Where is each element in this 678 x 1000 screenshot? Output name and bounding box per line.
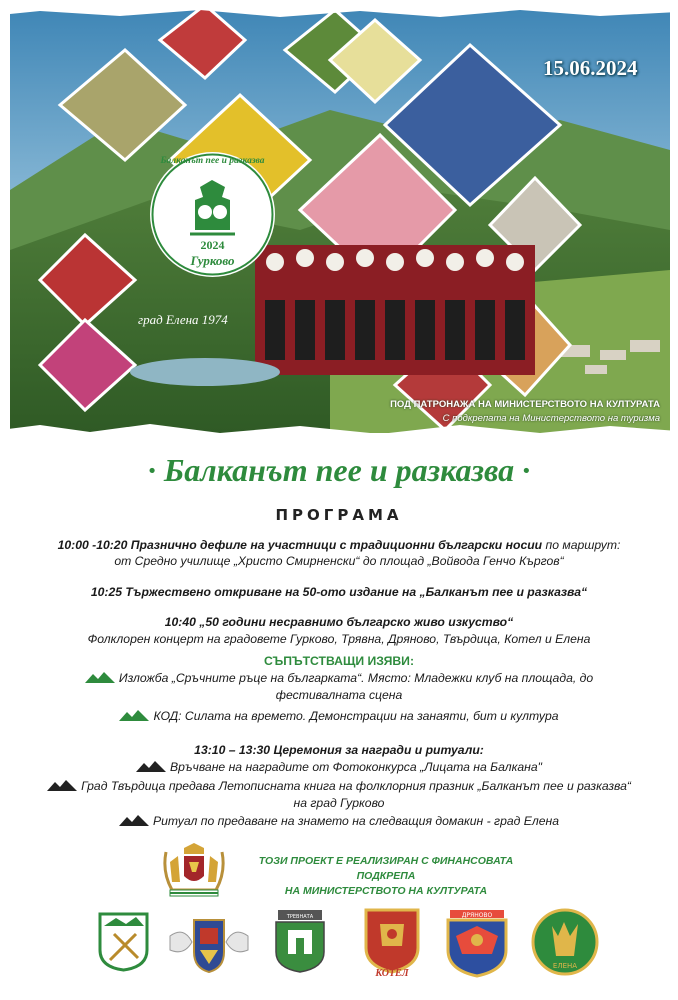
side-event-1 <box>0 671 678 686</box>
program-item-1-lead: 10:00 -10:20 Празнично дефиле на участници с традиционни български носии <box>57 538 543 552</box>
gurkovo-crest-icon <box>96 912 151 972</box>
ceremony-item-b <box>0 779 678 794</box>
ceremony-item-a-text: Връчване на наградите от Фотоконкурса „Лицата на Балкана" <box>170 760 542 774</box>
ceremony-item-c-text: Ритуал по предаване на знамето на следващия домакин - град Елена <box>152 814 560 828</box>
ceremony-item-c <box>0 814 678 829</box>
mountain-icon <box>47 779 77 791</box>
logo-town-caption: град Елена 1974 <box>138 312 228 327</box>
tvarditsa-crest-icon <box>164 916 254 974</box>
side-events-title: СЪПЪТСТВАЩИ ИЗЯВИ: <box>263 654 414 668</box>
side-event-1-text: Изложба „Сръчните ръце на българката“. Място: Младежки клуб на площада, до <box>118 671 594 685</box>
event-date: 15.06.2024 <box>543 56 638 80</box>
program-item-1-tail: по маршрут: <box>542 538 621 552</box>
dryanovo-crest-icon <box>442 906 512 978</box>
kotel-crest-icon <box>362 906 422 978</box>
side-event-1-line-2: фестивалната сцена <box>275 688 403 702</box>
tryavna-crest-label: ТРЕВНАТА <box>286 914 314 920</box>
program-item-3-line-2: Фолклорен концерт на градовете Гурково, Трявна, Дряново, Твърдица, Котел и Елена <box>87 632 591 646</box>
program-item-1-line-2: от Средно училище „Христо Смирненски“ до площад „Войвода Генчо Къргов“ <box>114 554 564 568</box>
elena-crest-label: ЕЛЕНА <box>552 962 578 970</box>
program-item-3: 10:40 „50 години несравнимо българско живо изкуство“ <box>164 615 514 629</box>
logo-year: 2024 <box>200 238 225 252</box>
funding-line-2: НА МИНИСТЕРСТВОТО НА КУЛТУРАТА <box>284 885 488 897</box>
program-heading: ПРОГРАМА <box>275 506 403 524</box>
side-events-heading <box>0 654 678 669</box>
title-bullet-icon: · <box>147 452 164 488</box>
mountain-icon <box>136 760 166 772</box>
title-text: Балканът пее и разказва <box>163 452 515 488</box>
elena-crest-icon <box>530 908 600 976</box>
tryavna-crest-icon <box>272 908 328 974</box>
festival-title <box>0 452 678 489</box>
title-bullet-icon: · <box>514 452 531 488</box>
side-event-2-text: КОД: Силата на времето. Демонстрации на занаяти, бит и култура <box>153 709 559 723</box>
program-item-4: 13:10 – 13:30 Церемония за награди и ритуали: <box>194 743 484 757</box>
dryanovo-crest-label: ДРЯНОВО <box>461 912 493 919</box>
patronage-note <box>390 398 660 426</box>
ceremony-item-b-text: Град Твърдица предава Летописната книга на фолклорния празник „Балканът пее и разказва“ <box>81 779 631 793</box>
kotel-crest-label: КОТЕЛ <box>375 968 409 978</box>
ceremony-item-b-line-2: на град Гурково <box>293 796 385 810</box>
program-item-1 <box>0 538 678 553</box>
patronage-line-2: С подкрепата на Министерството на туризма <box>442 413 660 424</box>
mountain-icon <box>119 709 149 721</box>
funding-line-1: ТОЗИ ПРОЕКТ Е РЕАЛИЗИРАН С ФИНАНСОВАТА ПОДКРЕПА <box>258 855 514 882</box>
patronage-line-1: ПОД ПАТРОНАЖА НА МИНИСТЕРСТВОТО НА КУЛТУРАТА <box>390 399 660 410</box>
festival-logo <box>150 152 275 277</box>
logo-arc-text: Балканът пее и разказва <box>160 156 265 166</box>
mountain-icon <box>119 814 149 826</box>
hero-collage <box>0 0 678 452</box>
side-event-2 <box>0 709 678 724</box>
mountain-icon <box>85 671 115 683</box>
funding-note <box>236 854 536 899</box>
logo-city: Гурково <box>190 253 235 268</box>
bulgaria-coat-of-arms-icon <box>158 842 230 898</box>
program-item-2: 10:25 Тържествено откриване на 50-ото издание на „Балканът пее и разказва“ <box>90 585 588 599</box>
ceremony-item-a <box>0 760 678 775</box>
